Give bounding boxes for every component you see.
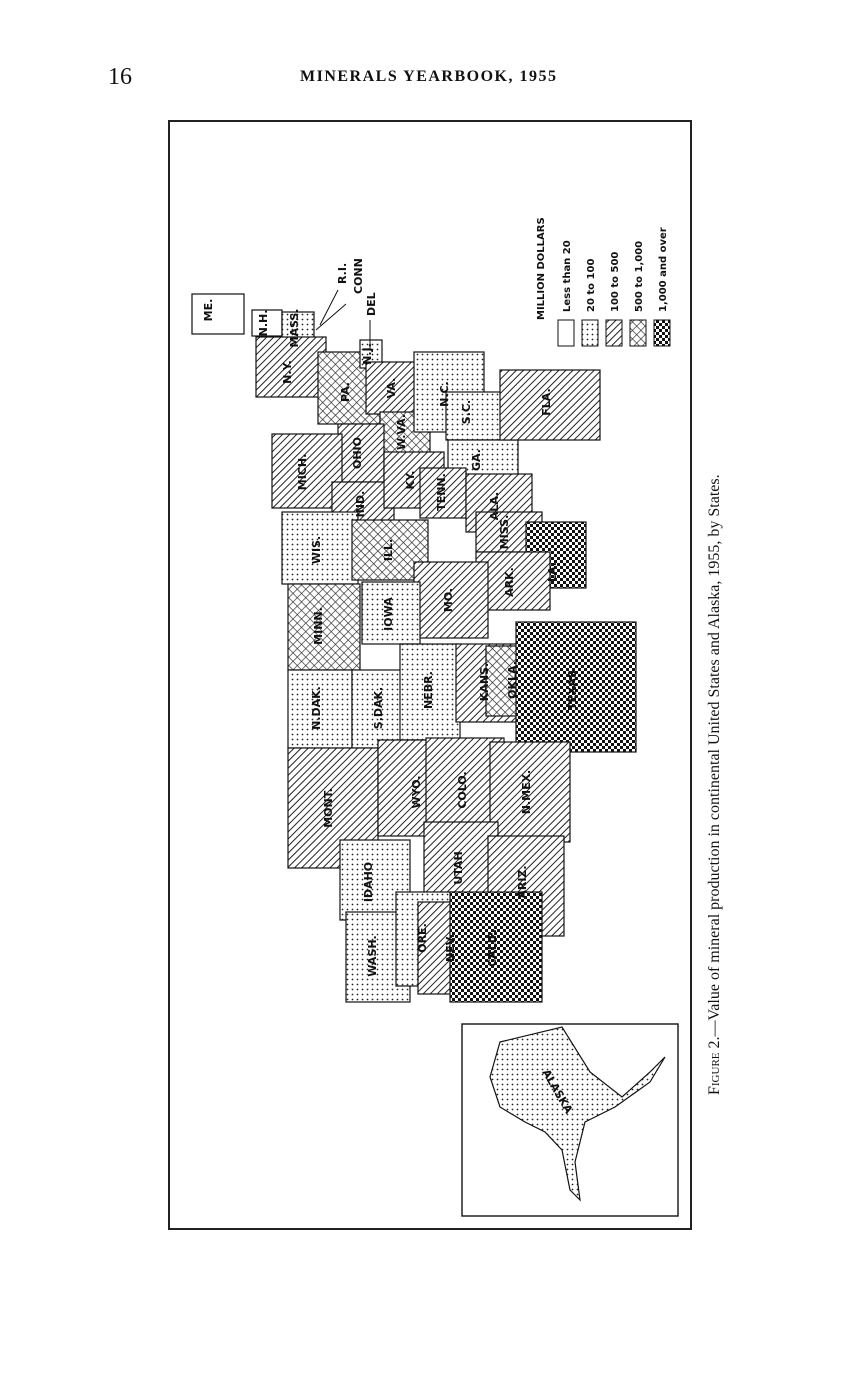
state-label-mass: MASS.	[288, 308, 301, 348]
state-label-ill: ILL.	[382, 538, 395, 562]
state-label-ga: GA.	[470, 449, 483, 471]
state-label-n-mex: N.MEX.	[520, 769, 533, 815]
state-label-kans: KANS.	[478, 662, 491, 702]
state-label-n-c: N.C.	[438, 381, 451, 407]
state-label-wyo: WYO.	[410, 775, 423, 809]
state-label-nev: NEV.	[444, 934, 457, 962]
legend-swatch-blank	[558, 320, 574, 346]
figure-caption	[706, 295, 724, 1095]
state-label-va: VA.	[385, 377, 398, 399]
legend-label-blank: Less than 20	[562, 240, 573, 312]
legend-swatch-crosshatch	[630, 320, 646, 346]
state-label-ark: ARK.	[503, 567, 516, 597]
state-label-tenn: TENN.	[435, 473, 448, 511]
alaska-label: ALASKA	[539, 1067, 576, 1116]
state-label-calif: CALIF.	[486, 929, 499, 967]
legend	[536, 217, 670, 346]
state-label-w-va: W.VA.	[395, 413, 408, 451]
state-label-ala: ALA.	[488, 491, 501, 521]
state-label-colo: COLO.	[456, 771, 469, 809]
state-label-mich: MICH.	[296, 453, 309, 491]
state-label-me: ME.	[202, 298, 215, 322]
state-label-ky: KY.	[404, 470, 417, 490]
state-label-wis: WIS.	[310, 535, 323, 565]
running-head: MINERALS YEARBOOK, 1955	[300, 68, 558, 85]
state-label-ore: ORE.	[416, 923, 429, 953]
state-label-idaho: IDAHO	[362, 861, 375, 903]
state-s-c	[446, 392, 506, 440]
state-me	[192, 294, 244, 334]
legend-label-dots: 20 to 100	[586, 258, 597, 312]
legend-swatch-checker	[654, 320, 670, 346]
legend-label-checker: 1,000 and over	[658, 227, 669, 312]
state-label-n-y: N.Y.	[281, 360, 294, 384]
state-label-wash: WASH.	[366, 935, 379, 977]
state-label-ohio: OHIO	[351, 436, 364, 470]
map-svg	[170, 122, 690, 1228]
alaska-shape	[490, 1027, 665, 1200]
state-label-pa: PA.	[339, 382, 352, 402]
legend-label-crosshatch: 500 to 1,000	[634, 240, 645, 312]
state-label-mont: MONT.	[322, 788, 335, 828]
state-label-nebr: NEBR.	[422, 671, 435, 709]
state-label-ariz: ARIZ.	[516, 865, 529, 899]
callout-del: DEL	[365, 292, 378, 316]
state-label-okla: OKLA.	[506, 661, 519, 699]
legend-title: MILLION DOLLARS	[536, 217, 547, 320]
page-number: 16	[108, 64, 132, 90]
state-label-n-j: N.J.	[361, 343, 374, 365]
figure-caption-text: —Value of mineral production in continental United States and Alaska, 1955, by States.	[706, 474, 723, 1037]
legend-swatch-hatch	[606, 320, 622, 346]
state-label-fla: FLA.	[540, 388, 553, 416]
state-label-miss: MISS.	[498, 514, 511, 550]
state-label-s-dak: S.DAK.	[372, 686, 385, 730]
state-label-n-h: N.H.	[257, 309, 270, 337]
callout-conn: CONN	[352, 258, 365, 294]
state-label-s-c: S.C.	[460, 399, 473, 425]
legend-label-hatch: 100 to 500	[610, 251, 621, 312]
figure-caption-prefix: Figure 2.	[706, 1036, 723, 1095]
state-label-texas: TEXAS	[566, 670, 579, 710]
callout-ri: R.I.	[336, 262, 349, 284]
state-label-la: LA.	[546, 562, 559, 582]
state-label-ind: IND.	[354, 490, 367, 518]
state-label-mo: MO.	[442, 587, 455, 613]
state-label-utah: UTAH	[452, 851, 465, 885]
map-frame	[168, 120, 692, 1230]
state-label-n-dak: N.DAK.	[310, 686, 323, 730]
state-label-minn: MINN.	[312, 607, 325, 645]
state-label-iowa: IOWA	[382, 597, 395, 631]
legend-swatch-dots	[582, 320, 598, 346]
